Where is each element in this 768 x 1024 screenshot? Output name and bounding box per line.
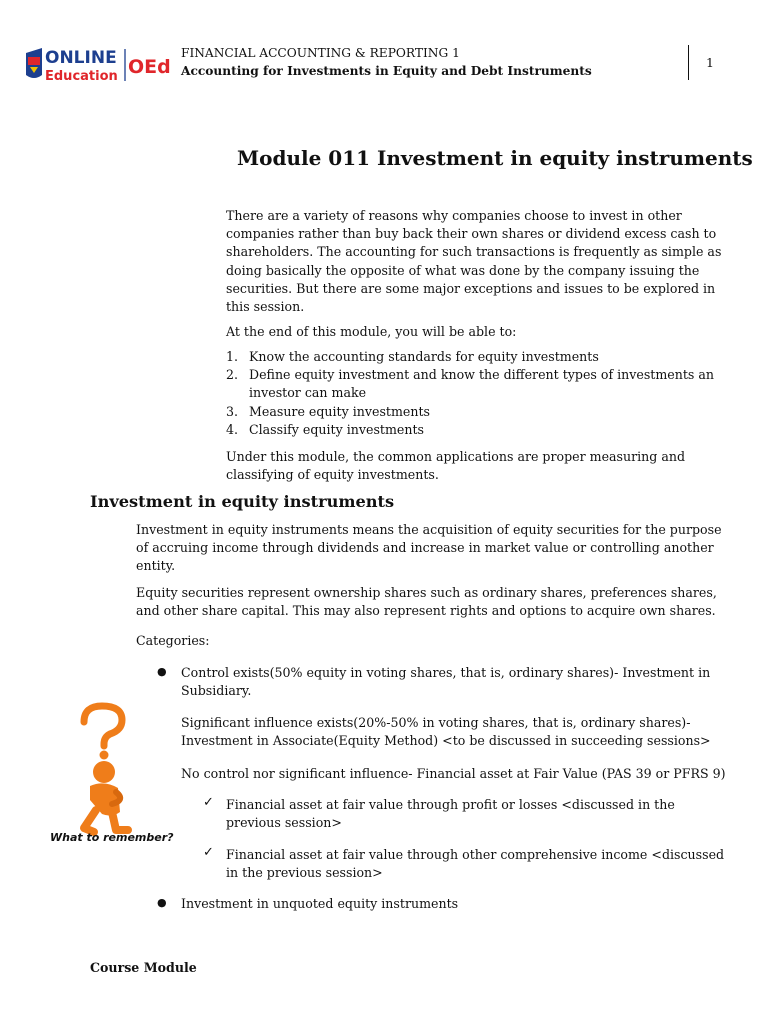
header-divider	[688, 45, 689, 80]
svg-text:ONLINE: ONLINE	[45, 48, 117, 68]
objectives-lead: At the end of this module, you will be able to:	[226, 324, 517, 339]
section-heading: Investment in equity instruments	[90, 492, 395, 511]
list-item-text: Know the accounting standards for equity investments	[249, 349, 599, 364]
list-number: 3.	[226, 403, 239, 419]
category-control: Control exists(50% equity in voting shares, that is, ordinary shares)- Investment in Subsidiary.	[181, 665, 711, 699]
categories-label: Categories:	[136, 633, 210, 648]
list-item	[226, 421, 726, 439]
list-item	[226, 348, 726, 366]
list-item	[226, 366, 726, 402]
svg-text:Education: Education	[45, 69, 118, 84]
header-topic: Accounting for Investments in Equity and Debt Instruments	[181, 64, 592, 78]
checkmark-icon: ✓	[203, 795, 214, 810]
list-item-text: Define equity investment and know the different types of investments an investor can make	[249, 367, 714, 401]
footer-course-module: Course Module	[90, 960, 197, 975]
category-significant-influence: Significant influence exists(20%-50% in voting shares, that is, ordinary shares)- Investment in Associate(Equity Method) <to be discussed in succeeding sessions>	[181, 715, 711, 749]
header-course-title: FINANCIAL ACCOUNTING & REPORTING 1	[181, 46, 460, 60]
fvtpl-item: Financial asset at fair value through profit or losses <discussed in the previous session>	[226, 797, 675, 831]
svg-text:OEd: OEd	[128, 56, 171, 78]
list-item-text: Measure equity investments	[249, 403, 430, 419]
list-number: 1.	[226, 349, 239, 364]
intro-summary: Under this module, the common applications are proper measuring and classifying of equity investments.	[226, 449, 686, 483]
svg-text:What to remember?: What to remember?	[50, 831, 174, 844]
list-item	[226, 403, 726, 421]
fvoci-item: Financial asset at fair value through other comprehensive income <discussed in the previous session>	[226, 847, 725, 881]
equity-securities-paragraph: Equity securities represent ownership shares such as ordinary shares, preferences shares, and other share capital. This may also represent rights and options to acquire own shares.	[136, 585, 717, 619]
list-number: 2.	[226, 367, 239, 383]
intro-paragraph: There are a variety of reasons why companies choose to invest in other companies rather than buy back their own shares or dividend excess cash to shareholders. The accounting for such transactions is frequently as simple as doing basically the opposite of what was done by the company issuing the securities. But there are some major exceptions and issues to be explored in this session.	[226, 208, 722, 315]
list-number: 4.	[226, 421, 239, 437]
thinking-figure-illustration	[46, 700, 174, 850]
objectives-list	[226, 348, 726, 439]
bullet-icon: ●	[157, 665, 167, 678]
bullet-icon: ●	[157, 896, 167, 909]
definition-paragraph: Investment in equity instruments means the acquisition of equity securities for the purpose of accruing income through dividends and increase in market value or controlling another entity.	[136, 522, 722, 574]
category-no-control: No control nor significant influence- Financial asset at Fair Value (PAS 39 or PFRS 9)	[181, 766, 726, 781]
online-education-logo	[24, 45, 174, 85]
category-unquoted: Investment in unquoted equity instruments	[181, 896, 459, 911]
list-item-text: Classify equity investments	[249, 421, 424, 437]
checkmark-icon: ✓	[203, 845, 214, 860]
page-number: 1	[706, 55, 714, 70]
module-title: Module 011 Investment in equity instruments	[237, 146, 753, 170]
